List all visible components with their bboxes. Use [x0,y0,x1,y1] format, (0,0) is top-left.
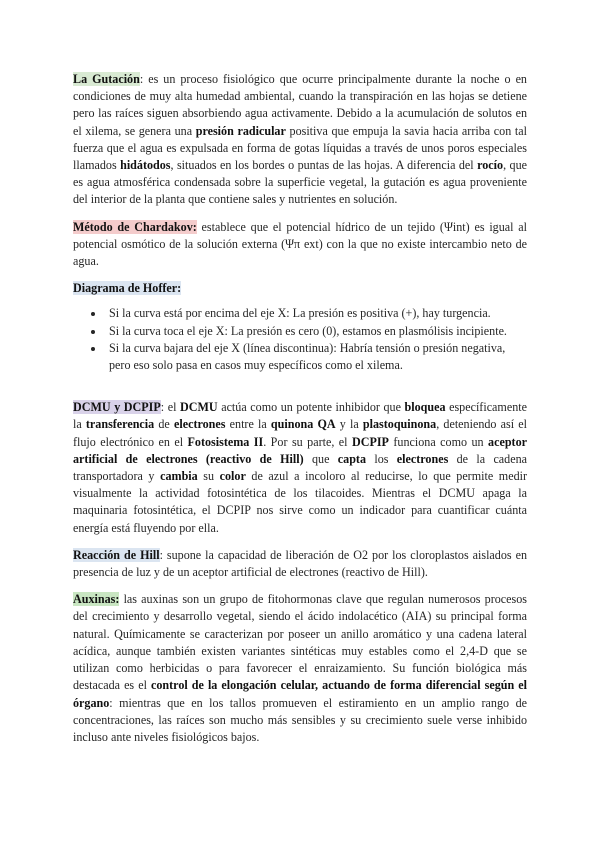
chardakov-title: Método de Chardakov: [73,219,197,234]
gutacion-text: positiva que empuja la savia hacia arriba con tal fuerza que el agua es expulsada en forma de gotas líquidas a través de unos poros especiales llamados [73,123,527,173]
list-item: Si la curva bajara del eje X (línea discontinua): Habría tensión o presión negativa, pero eso solo pasa en casos muy específicos como el xilema. [73,340,527,374]
hoffer-heading-paragraph [73,280,527,297]
auxinas-text: las auxinas son un grupo de fitohormonas clave que regulan numerosos procesos del crecimiento y desarrollo vegetal, siendo el ácido indolacético (AIA) su principal forma natural. Químicamente se caracterizan por poseer un anillo aromático y una cadena lateral acídica, aunque también existen variantes sintéticas muy estables como el 2,4-D que se utilizan como herbicidas o para favorecer el enraizamiento. Su función biológica más destacada es el [73,592,527,693]
gutacion-paragraph [73,71,527,209]
dcmu-term: transferencia [85,417,155,432]
gutacion-text: , que es agua atmosférica condensada sobre la superficie vegetal, la gutación es agua proveniente del interior de la planta que contiene sales y nutrientes en solución. [73,158,527,207]
gutacion-term-hidatodos: hidátodos [120,158,171,173]
dcmu-text: . Por su parte, el [263,434,352,449]
dcmu-text: funciona como un [388,434,489,449]
dcmu-text: actúa como un potente inhibidor que [217,400,405,415]
dcmu-text: y la [335,417,363,432]
dcmu-text: que [303,451,338,466]
auxinas-term: control de la elongación celular, actuando de forma diferencial según el órgano [73,678,528,710]
auxinas-text: : mientras que en los tallos promueven el estiramiento en un amplio rango de concentraciones, las raíces son mucho más sensibles y su crecimiento suele verse inhibido incluso ante niveles fisiológicos bajos. [73,695,527,744]
dcmu-text: su [197,469,220,484]
dcmu-term: cambia [160,469,198,484]
gutacion-text: : es un proceso fisiológico que ocurre principalmente durante la noche o en condiciones de muy alta humedad ambiental, cuando la transpiración en las hojas se detiene pero las raíces siguen absorbiendo agua activamente. Debido a la acumulación de solutos en el xilema, se genera una [73,72,527,138]
dcmu-text: de azul a incoloro al reducirse, lo que permite medir visualmente la actividad fotosintética de los tilacoides. Mientras el DCMU apaga la maquinaria fotosintética, el DCPIP nos sirve como un indicador para cuantificar cuánta energía está fluyendo por ella. [73,469,528,535]
gutacion-title: La Gutación [73,72,140,86]
dcmu-text: de la cadena transportadora y [73,451,528,484]
list-item: Si la curva está por encima del eje X: La presión es positiva (+), hay turgencia. [73,305,527,322]
dcmu-term: electrones [396,451,449,466]
hill-text: : supone la capacidad de liberación de O2 por los cloroplastos aislados en presencia de luz y de un aceptor artificial de electrones (reactivo de Hill). [73,547,527,580]
chardakov-paragraph [73,219,527,271]
dcmu-term: bloquea [404,400,446,415]
dcmu-paragraph [73,399,527,537]
gutacion-term-presion: presión radicular [195,123,286,138]
hill-title: Reacción de Hill [73,547,160,562]
dcmu-term: DCMU [180,400,218,415]
dcmu-title: DCMU y DCPIP [73,400,161,415]
dcmu-text: los [366,451,397,466]
auxinas-title: Auxinas: [73,592,120,607]
dcmu-term: Fotosistema II [187,434,264,449]
gutacion-text: , situados en los bordes o puntas de las hojas. A diferencia del [170,158,478,173]
dcmu-term: capta [337,451,366,466]
dcmu-term: electrones [173,417,226,432]
dcmu-text: entre la [225,417,271,432]
hoffer-title: Diagrama de Hoffer: [73,281,182,296]
dcmu-text: : el [160,400,180,415]
dcmu-term: plastoquinona [362,417,437,432]
dcmu-term: DCPIP [351,434,389,449]
hoffer-list [73,305,527,374]
dcmu-term: quinona QA [270,417,336,432]
dcmu-term: color [219,469,246,484]
gutacion-term-rocio: rocío [477,158,504,173]
chardakov-text: establece que el potencial hídrico de un tejido (Ψint) es igual al potencial osmótico de la solución externa (Ψπ ext) con la que no existe intercambio neto de agua. [73,219,528,269]
list-item: Si la curva toca el eje X: La presión es cero (0), estamos en plasmólisis incipiente. [73,323,527,340]
hill-paragraph [73,547,527,581]
document-page [73,71,527,756]
section-spacer [73,384,527,399]
dcmu-text: , deteniendo así el flujo electrónico en el [73,417,527,449]
dcmu-text: específicamente la [73,400,527,432]
dcmu-term: aceptor artificial de electrones (reactivo de Hill) [73,434,527,466]
dcmu-text: de [154,417,174,432]
auxinas-paragraph [73,591,527,746]
